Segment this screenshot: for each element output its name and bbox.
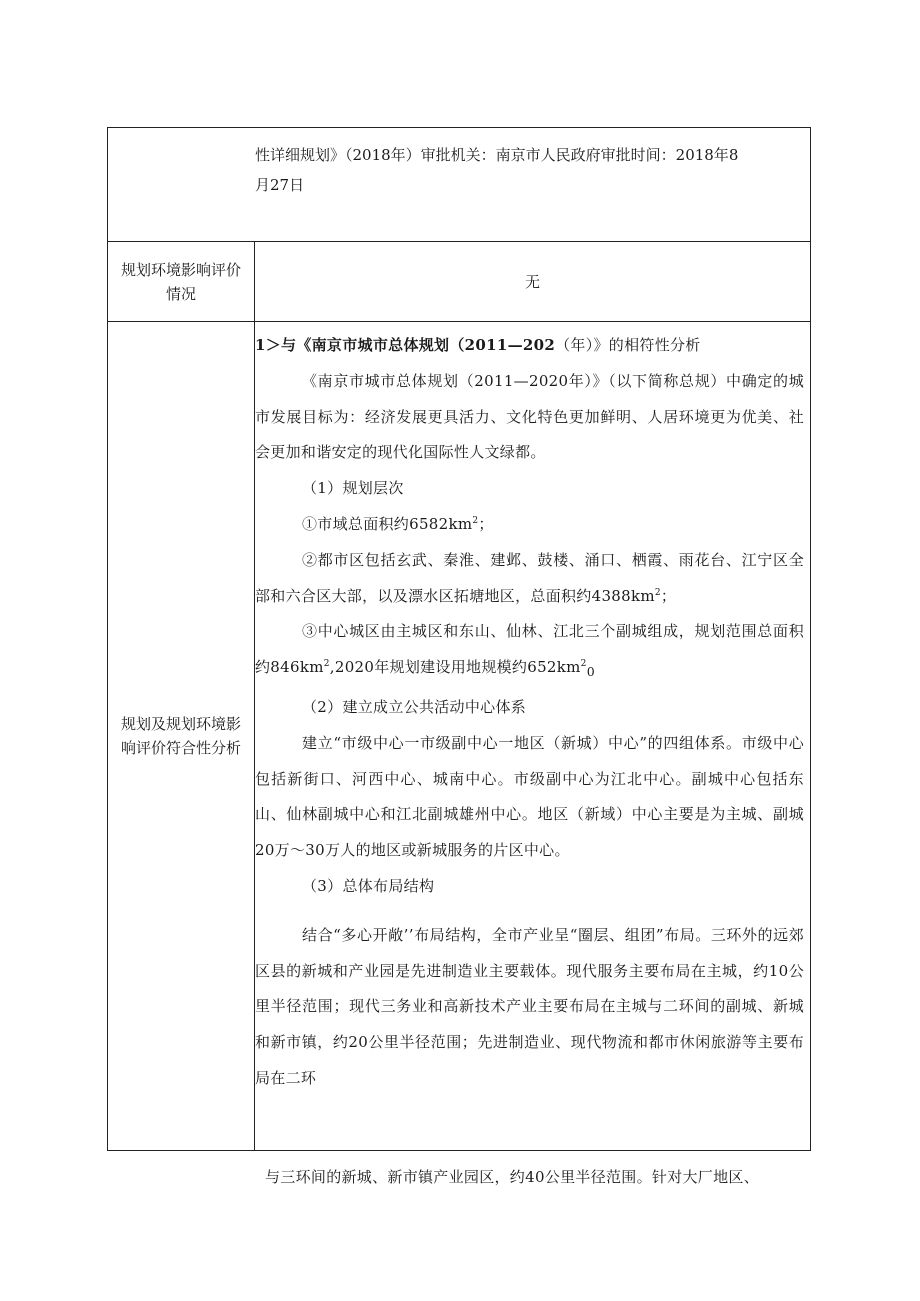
item1-sup: 2 (472, 515, 479, 526)
section2-title: （2）建立成立公共活动中心体系 (302, 697, 527, 716)
table-row (108, 322, 811, 1151)
analysis-heading (255, 328, 804, 364)
table-row (108, 242, 811, 322)
section3-title: （3）总体布局结构 (302, 876, 435, 895)
env-impact-value: 无 (524, 273, 540, 291)
item2-paragraph (255, 543, 804, 615)
item3-end: 0 (586, 664, 595, 680)
env-impact-label-line2: 情况 (165, 284, 196, 303)
env-impact-value-cell (255, 242, 811, 322)
approval-info-line2: 月27日 (255, 176, 305, 194)
item2-text: ②都市区包括玄武、秦淮、建邺、鼓楼、涌口、栖霞、雨花台、江宁区全部和六合区大部，以及漂水区拓塘地区，总面积约4388km (255, 550, 804, 605)
item3-text-b: ,2020年规划建设用地规模约652km (329, 658, 581, 677)
item2-end: ； (660, 586, 677, 605)
section2-body: 建立“市级中心一市级副中心一地区（新城）中心”的四组体系。市级中心包括新街口、河西中心、城南中心。市级副中心为江北中心。副城中心包括东山、仙林副城中心和江北副城雄州中心。地区（新域）中心主要是为主城、副城20万～30万人的地区或新城服务的片区中心。 (255, 733, 804, 860)
compliance-content-cell (255, 322, 811, 1151)
item3-paragraph (255, 614, 804, 690)
section1-title: （1）规划层次 (302, 479, 404, 498)
heading-bold: 2011—202 (464, 336, 556, 354)
compliance-label-cell (108, 322, 255, 1151)
section3-body: 结合“多心开敞’’布局结构，全市产业呈“圈层、组团”布局。三环外的远郊区县的新城和产业园是先进制造业主要载体。现代服务主要布局在主城，约10公里半径范围；现代三务业和高新技术产业主要布局在主城与二环间的副城、新城和新市镇，约20公里半径范围；先进制造业、现代物流和都市休闲旅游等主要布局在二环 (255, 925, 804, 1087)
compliance-label-line1: 规划及规划环境影 (120, 715, 241, 733)
item1-text: ①市域总面积约6582km (302, 514, 473, 533)
approval-info-line1: 性详细规划》（2018年）审批机关：南京市人民政府审批时间：2018年8 (255, 146, 739, 164)
item2-sup: 2 (654, 587, 661, 598)
continuation-line: 与三环间的新城、新市镇产业园区，约40公里半径范围。针对大厂地区、 (265, 1168, 759, 1186)
intro-paragraph: 《南京市城市总体规划（2011—2020年）》（以下简称总规）中确定的城市发展目标为：经济发展更具活力、文化特色更加鲜明、人居环境更为优美、社会更加和谐安定的现代化国际性人文绿都。 (255, 371, 804, 462)
item3-sup-b: 2 (580, 659, 587, 670)
heading-prefix: 1＞与《南京市城市总体规划（ (255, 336, 465, 354)
item3-text-a: ③中心城区由主城区和东山、仙林、江北三个副城组成，规划范围总面积约846km (255, 622, 804, 677)
env-impact-label-line1: 规划环境影响评价 (120, 260, 241, 279)
item1-end: ； (478, 514, 494, 533)
spacer (255, 905, 804, 918)
heading-suffix: （年）》的相符性分析 (555, 336, 701, 354)
approval-info-cell (108, 128, 811, 242)
item1-paragraph (255, 507, 804, 543)
env-impact-label-cell (108, 242, 255, 322)
planning-compliance-table (107, 127, 811, 1151)
item3-sup-a: 2 (323, 659, 330, 670)
compliance-label-line2: 响评价符合性分析 (120, 739, 241, 757)
table-row (108, 128, 811, 242)
